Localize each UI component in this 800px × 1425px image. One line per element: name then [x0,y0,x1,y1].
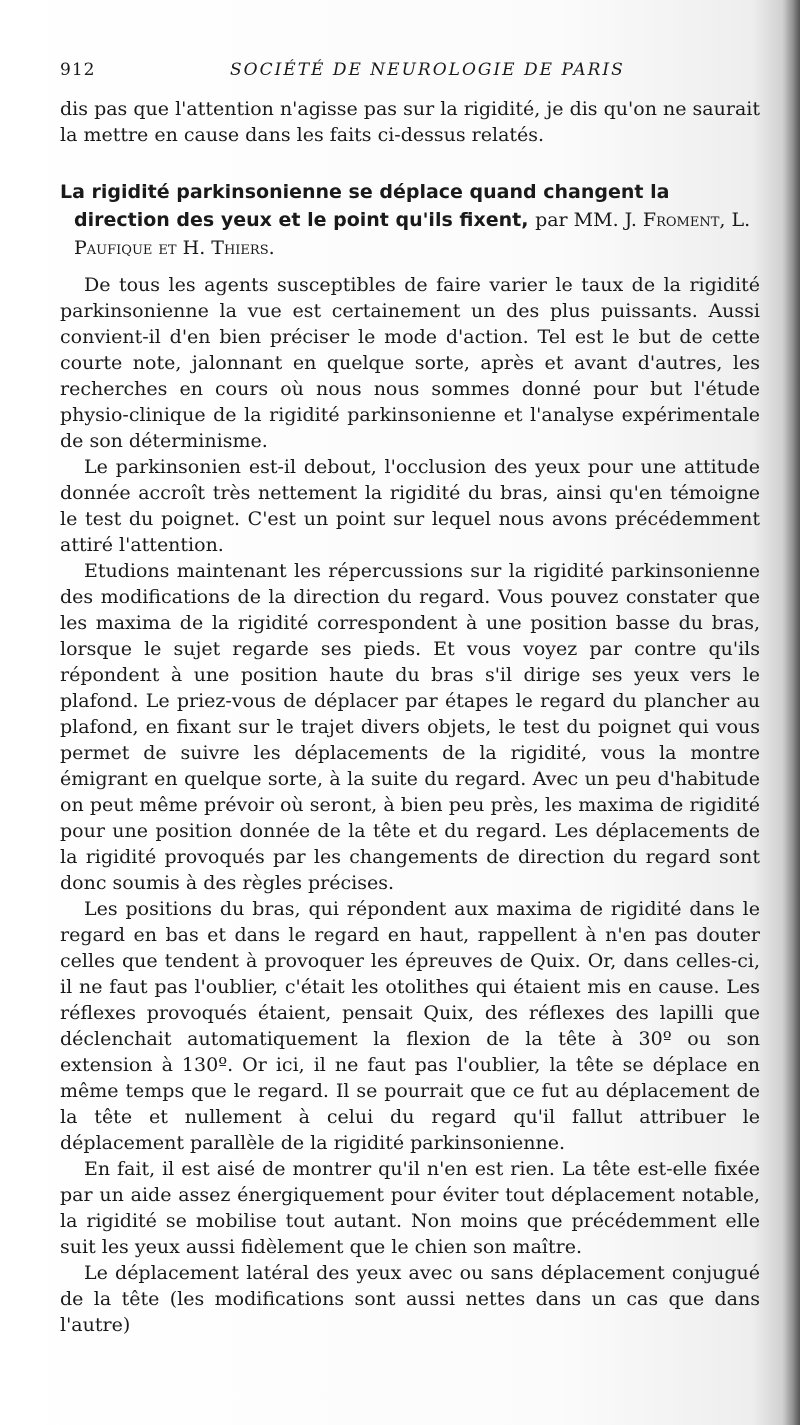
page-edge-shadow [782,0,800,1425]
paragraph: Le déplacement latéral des yeux avec ou sans déplacement conjugué de la tête (les modifications sont aussi nettes dans un cas que dans l'autre) [60,1262,760,1336]
opening-paragraph: dis pas que l'attention n'agisse pas sur la rigidité, je dis qu'on ne saurait la mettre en cause dans les faits ci-dessus relatés. [60,98,760,146]
paragraph: Les positions du bras, qui répondent aux maxima de rigidité dans le regard en bas et dans le regard en haut, rappellent à n'en pas douter celles que tendent à provoquer les épreuves de Quix. Or, dans celles-ci, il ne faut pas l'oublier, c'était les otolithes qui étaient mis en cause. Les réflexes provoqués étaient, pensait Quix, des réflexes des lapilli que déclenchait automatiquement la flexion de la tête à 30º ou son extension à 130º. Or ici, il ne faut pas l'oublier, la tête se déplace en même temps que le regard. Il se pourrait que ce fut au déplacement de la tête et nullement à celui du regard qu'il fallut attribuer le déplacement parallèle de la rigidité parkinsonienne. [60,898,760,1154]
article-heading [60,178,760,262]
page-number: 912 [60,60,96,80]
article-title: La rigidité parkinsonienne se déplace quand changent la direction des yeux et le point qu'ils fixent, [60,181,670,231]
page-body [60,96,760,1338]
authors: J. Froment, L. Paufique et H. Thiers. [74,209,751,259]
paragraph: Etudions maintenant les répercussions sur la rigidité parkinsonienne des modifications de la direction du regard. Vous pouvez constater que les maxima de la rigidité correspondent à une position basse du bras, lorsque le sujet regarde ses pieds. Et vous voyez par contre qu'ils répondent à une position haute du bras s'il dirige ses yeux vers le plafond. Le priez-vous de déplacer par étapes le regard du plancher au plafond, en fixant sur le trajet divers objets, le test du poignet qui vous permet de suivre les déplacements de la rigidité, vous la montre émigrant en quelque sorte, à la suite du regard. Avec un peu d'habitude on peut même prévoir où seront, à bien peu près, les maxima de rigidité pour une position donnée de la tête et du regard. Les déplacements de la rigidité provoqués par les changements de direction du regard sont donc soumis à des règles précises. [60,560,760,894]
running-head [60,60,760,86]
paragraph: De tous les agents susceptibles de faire varier le taux de la rigidité parkinsonienne la vue est certainement un des plus puissants. Aussi convient-il d'en bien préciser le mode d'action. Tel est le but de cette courte note, jalonnant en quelque sorte, après et avant d'autres, les recherches en cours où nous nous sommes donné pour but l'étude physio-clinique de la rigidité parkinsonienne et l'analyse expérimentale de son déterminisme. [60,274,760,452]
paragraph: En fait, il est aisé de montrer qu'il n'en est rien. La tête est-elle fixée par un aide assez énergiquement pour éviter tout déplacement notable, la rigidité se mobilise tout autant. Non moins que précédemment elle suit les yeux aussi fidèlement que le chien son maître. [60,1158,760,1258]
journal-title: SOCIÉTÉ DE NEUROLOGIE DE PARIS [230,60,625,80]
paragraph: Le parkinsonien est-il debout, l'occlusion des yeux pour une attitude donnée accroît très nettement la rigidité du bras, ainsi qu'en témoigne le test du poignet. C'est un point sur lequel nous avons précédemment attiré l'attention. [60,456,760,556]
byline-prefix: par MM. [535,209,619,231]
